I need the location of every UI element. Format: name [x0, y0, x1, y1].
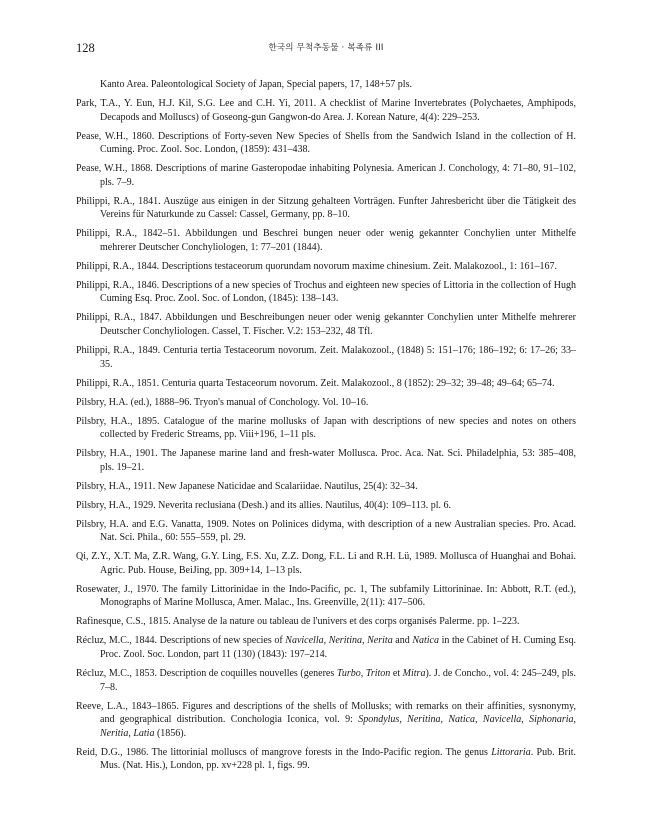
- reference-entry: [76, 550, 576, 577]
- reference-italic-text: Neritina: [407, 714, 441, 726]
- reference-text: Pilsbry, H.A., 1895. Catalogue of the marine mollusks of Japan with descriptions of new species and notes on others collected by Frederic Streams, pp. Viii+196, 1–11 pls.: [76, 415, 576, 441]
- reference-entry: [76, 377, 576, 391]
- reference-italic-text: Siphonaria: [529, 714, 574, 726]
- reference-text: ,: [440, 714, 449, 726]
- reference-entry: [76, 97, 576, 124]
- page-header: [76, 40, 576, 56]
- reference-text: Récluz, M.C., 1853. Description de coquilles nouvelles (generes: [76, 667, 337, 679]
- reference-text: ,: [521, 714, 530, 726]
- reference-italic-text: Littoraria: [491, 746, 531, 758]
- reference-entry: [76, 415, 576, 442]
- reference-italic-text: Natica: [448, 714, 476, 726]
- reference-text: ,: [323, 635, 329, 647]
- reference-text: Pilsbry, H.A., 1929. Neverita reclusiana (Desh.) and its allies. Nautilus, 40(4): 109–113. pl. 6.: [76, 499, 452, 511]
- reference-entry: [76, 162, 576, 189]
- reference-entry: [76, 667, 576, 694]
- page-number: 128: [76, 41, 95, 55]
- reference-text: (1856).: [154, 727, 187, 739]
- reference-entry: [76, 480, 576, 494]
- reference-text: Pease, W.H., 1868. Descriptions of marine Gasteropodae inhabiting Polynesia. American J. Conchology, 4: 71–80, 91–102, pls. 7–9.: [76, 163, 576, 188]
- reference-entry: [76, 130, 576, 157]
- reference-italic-text: Spondylus: [358, 714, 400, 726]
- reference-text: and: [392, 635, 413, 647]
- reference-text: . Pub. Brit. Mus. (Nat. His.), London, pp. xv+228 pl. 1, figs. 99.: [100, 746, 577, 772]
- reference-text: ,: [399, 714, 408, 726]
- reference-text: ,: [362, 635, 368, 647]
- reference-entry: [76, 311, 576, 338]
- reference-entry: [76, 279, 576, 306]
- reference-text: Reid, D.G., 1986. The littorinial molluscs of mangrove forests in the Indo-Pacific region. The genus: [76, 746, 492, 758]
- reference-italic-text: Turbo: [336, 667, 361, 679]
- reference-text: Rafinesque, C.S., 1815. Analyse de la nature ou tableau de l'univers et des corps organisés Palerme. pp. 1–223.: [76, 616, 520, 628]
- reference-entry: [76, 227, 576, 254]
- reference-entry: [76, 583, 576, 610]
- reference-entry: [76, 700, 576, 741]
- reference-text: et: [390, 667, 403, 679]
- reference-italic-text: Navicella: [285, 635, 324, 647]
- reference-entry: [76, 260, 576, 274]
- reference-text: in the Cabinet of H. Cuming Esq. Proc. Zool. Soc. London, part 11 (130) (1843): 197–214.: [100, 635, 576, 660]
- reference-italic-text: Mitra: [402, 667, 426, 679]
- reference-text: Philippi, R.A., 1842–51. Abbildungen und Beschrei bungen neuer oder wenig gekannter Conchylien unter Mithelfe mehrerer Deutscher Conchyliologen, 1: 77–201 (1844).: [76, 228, 576, 253]
- reference-text: Pilsbry, H.A. (ed.), 1888–96. Tryon's manual of Conchology. Vol. 10–16.: [76, 396, 369, 408]
- reference-text: Qi, Z.Y., X.T. Ma, Z.R. Wang, G.Y. Ling, F.S. Xu, Z.Z. Dong, F.L. Li and R.H. Lü, 1989. Mollusca of Huanghai and Bohai. Agric. Pub. House, BeiJing, pp. 309+14, 1–13 pls.: [76, 551, 576, 576]
- reference-text: Philippi, R.A., 1851. Centuria quarta Testaceorum novorum. Zeit. Malakozool., 8 (1852): 29–32; 39–48; 49–64; 65–74.: [76, 377, 555, 389]
- reference-entry: [76, 396, 576, 410]
- reference-text: Philippi, R.A., 1844. Descriptions testaceorum quorundam novorum maxime chinesium. Zeit. Malakozool., 1: 161–167.: [76, 260, 558, 272]
- reference-entry: [76, 615, 576, 629]
- reference-entry: [76, 195, 576, 222]
- reference-entry: [76, 499, 576, 513]
- reference-text: Park, T.A., Y. Eun, H.J. Kil, S.G. Lee and C.H. Yi, 2011. A checklist of Marine Invertebrates (Polychaetes, Amphipods, Decapods and Molluscs) of Goseong-gun Gangwon-do Area. J. Korean Nature, 4(4): 229–253.: [76, 97, 576, 123]
- reference-text: ,: [360, 667, 366, 679]
- reference-italic-text: Neritia: [100, 727, 129, 739]
- reference-list: [76, 78, 576, 778]
- reference-text: Reeve, L.A., 1843–1865. Figures and descriptions of the shells of Mollusks; with remarks on their affinities, sysnonymy, and geographical distribution. Conchologia Iconica, vol. 9:: [76, 700, 576, 726]
- reference-text: Pilsbry, H.A. and E.G. Vanatta, 1909. Notes on Polinices didyma, with description of a new Australian species. Pro. Acad. Nat. Sci. Phila., 60: 555–559, pl. 29.: [76, 518, 576, 544]
- reference-text: ,: [128, 727, 134, 739]
- reference-italic-text: Navicella: [482, 714, 522, 726]
- reference-text: Philippi, R.A., 1847. Abbildungen und Beschreibungen neuer oder wenig gekannter Conchylien unter Mithelfe mehrerer Deutscher Conchyliologen. Cassel, T. Fischer. V.2: 153–232, 48 Tfl.: [76, 312, 576, 338]
- reference-entry: [76, 78, 576, 92]
- reference-text: Rosewater, J., 1970. The family Littorinidae in the Indo-Pacific, pc. 1, The subfamily Littorininae. In: Abbott, R.T. (ed.), Monographs of Marine Mollusca, Amer. Malac., Ins. Greenville, 2(11): 417–506.: [76, 583, 576, 609]
- reference-italic-text: Latia: [133, 727, 155, 739]
- running-title: 한국의 무척추동물 · 복족류 III: [268, 43, 384, 53]
- reference-italic-text: Neritina: [328, 635, 363, 647]
- reference-italic-text: Natica: [412, 635, 439, 647]
- reference-text: Kanto Area. Paleontological Society of Japan, Special papers, 17, 148+57 pls.: [100, 79, 412, 90]
- reference-entry: [76, 746, 576, 773]
- reference-text: ). J. de Concho., vol. 4: 245–249, pls. 7–8.: [100, 667, 576, 693]
- reference-text: Pease, W.H., 1860. Descriptions of Forty-seven New Species of Shells from the Sandwich Island in the collection of H. Cuming. Proc. Zool. Soc. London, (1859): 431–438.: [76, 130, 576, 156]
- reference-entry: [76, 344, 576, 371]
- reference-text: Récluz, M.C., 1844. Descriptions of new species of: [76, 635, 286, 647]
- reference-text: Philippi, R.A., 1846. Descriptions of a new species of Trochus and eighteen new species of Littoria in the collection of Hugh Cuming Esq. Proc. Zool. Soc. of London, (1845): 138–143.: [76, 279, 576, 305]
- reference-text: Philippi, R.A., 1849. Centuria tertia Testaceorum novorum. Zeit. Malakozool., (1848) 5: 151–176; 186–192; 6: 17–26; 33–35.: [76, 345, 576, 370]
- reference-italic-text: Nerita: [367, 635, 393, 647]
- reference-text: ,: [573, 714, 577, 726]
- reference-text: ,: [475, 714, 483, 726]
- reference-italic-text: Triton: [365, 667, 391, 679]
- reference-text: Pilsbry, H.A., 1911. New Japanese Naticidae and Scalariidae. Nautilus, 25(4): 32–34.: [76, 480, 418, 492]
- reference-text: Pilsbry, H.A., 1901. The Japanese marine land and fresh-water Mollusca. Proc. Aca. Nat. Sci. Philadelphia, 53: 385–408, pls. 19–21.: [76, 448, 576, 473]
- reference-entry: [76, 518, 576, 545]
- reference-entry: [76, 634, 576, 661]
- reference-text: Philippi, R.A., 1841. Auszüge aus einigen in der Sitzung gehalteen Vorträgen. Funfter Jahresbericht über die Tätigkeit des Vereins für Naturkunde zu Cassel: Cassel, Germany, pp. 8–10.: [76, 195, 576, 221]
- reference-entry: [76, 447, 576, 474]
